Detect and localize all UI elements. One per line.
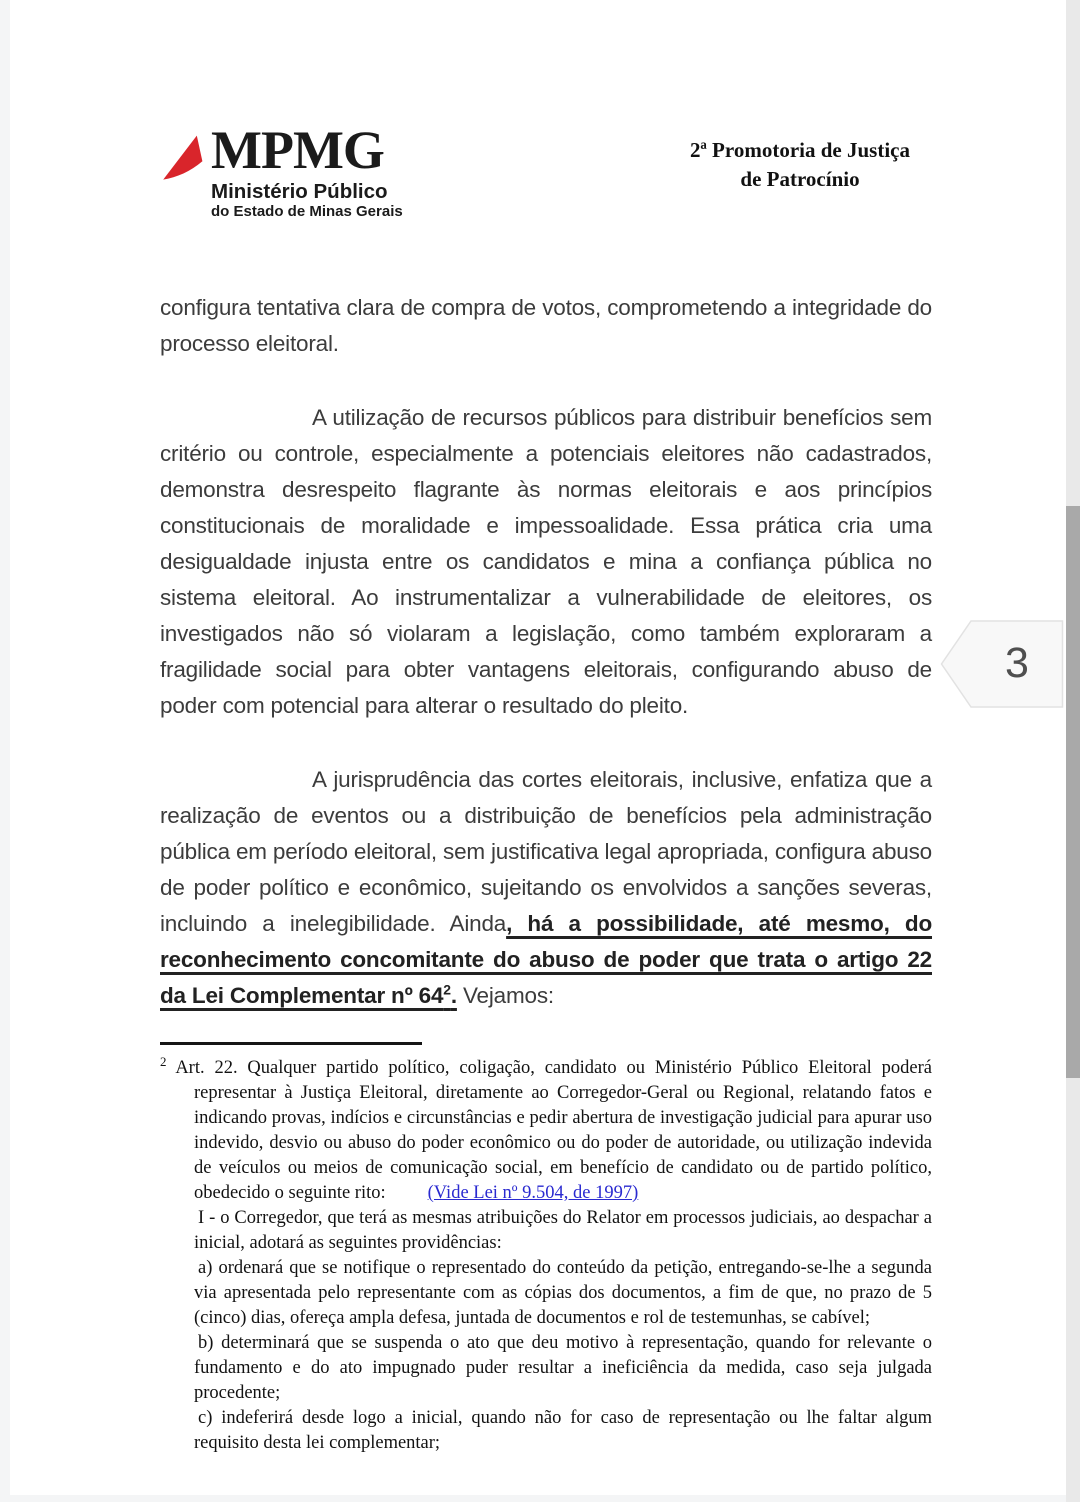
logo-org-line2: do Estado de Minas Gerais <box>211 203 403 220</box>
page-number-badge <box>940 620 1064 708</box>
logo-acronym: MPMG <box>211 120 384 180</box>
paragraph-3-regular-end: Vejamos: <box>456 983 554 1008</box>
body-paragraph-3 <box>160 762 932 1014</box>
paragraph-3-regular-start: A jurisprudência das cortes eleitorais, inclusive, enfatiza que a realização de eventos ou a distribuição de benefícios pela administração pública em período eleitoral, sem justificativa legal apropriada, configura abuso de poder político e econômico, sujeitando os envolvidos a sanções severas, incluindo a inelegibilidade. Ainda <box>160 767 932 936</box>
body-paragraph-1: configura tentativa clara de compra de votos, comprometendo a integridade do processo eleitoral. <box>160 295 932 356</box>
footnote-item-I: I - o Corregedor, que terá as mesmas atribuições do Relator em processos judiciais, ao despachar a inicial, adotará as seguintes providências: <box>194 1208 932 1253</box>
paragraph-3-emphasis: , há a possibilidade, até mesmo, do reconhecimento concomitante do abuso de poder que trata o artigo 22 da Lei Complementar nº $64^2$. <box>160 911 933 1008</box>
footnote-item-c: c) indeferirá desde logo a inicial, quando não for caso de representação ou lhe faltar algum requisito desta lei complementar; <box>194 1408 932 1453</box>
page-number: 3 <box>1005 639 1029 687</box>
scrollbar-track[interactable] <box>1066 0 1080 1502</box>
scrollbar-thumb[interactable] <box>1066 506 1080 1078</box>
footnote-item-a: a) ordenará que se notifique o representado do conteúdo da petição, entregando-se-lhe a segunda via apresentada pelo representante com as cópias dos documentos, a fim de que, no prazo de 5 (cinco) dias, ofereça ampla defesa, juntada de documentos e rol de testemunhas, se cabível; <box>194 1258 932 1328</box>
office-header <box>630 136 970 194</box>
office-line1: 2ª Promotoria de Justiça <box>690 138 910 162</box>
footnote-intro: $^2$ Art. 22. Qualquer partido político, coligação, candidato ou Ministério Público Eleitoral poderá representar à Justiça Eleitoral, diretamente ao Corregedor-Geral ou Regional, relatando fatos e indicando provas, indícios e circunstâncias e pedir abertura de investigação judicial para apurar uso indevido, desvio ou abuso do poder econômico ou do poder de autoridade, ou utilização indevida de veículos ou meios de comunicação social, em benefício de candidato ou de partido político, obedecido o seguinte rito: (Vide Lei nº 9.504, de 1997) <box>160 1053 933 1203</box>
footnote-marker: 2 <box>160 1053 167 1069</box>
document-page <box>10 0 1066 1495</box>
body-paragraph-2: A utilização de recursos públicos para distribuir benefícios sem critério ou controle, especialmente a potenciais eleitores não cadastrados, demonstra desrespeito flagrante às normas eleitorais e aos princípios constitucionais de moralidade e impessoalidade. Essa prática cria uma desigualdade injusta entre os candidatos e mina a confiança pública no sistema eleitoral. Ao instrumentalizar a vulnerabilidade de eleitores, os investigados não só violaram a legislação, como também exploraram a fragilidade social para obter vantagens eleitorais, configurando abuso de poder com potencial para alterar o resultado do pleito. <box>160 405 932 718</box>
law-link[interactable]: (Vide Lei nº 9.504, de 1997) <box>427 1183 639 1203</box>
office-line2: de Patrocínio <box>740 167 860 191</box>
footnote-separator <box>160 1042 422 1045</box>
mpmg-flag-icon <box>161 134 207 182</box>
document-body <box>160 290 932 1014</box>
footnote-section <box>160 1042 932 1456</box>
logo-org-line1: Ministério Público <box>211 180 388 203</box>
footnote-item-b: b) determinará que se suspenda o ato que deu motivo à representação, quando for relevante o fundamento e do ato impugnado puder resultar a ineficiência da medida, caso seja julgada procedente; <box>194 1333 932 1403</box>
mpmg-logo <box>161 120 421 225</box>
footnote-reference-2: 2 <box>443 981 451 998</box>
